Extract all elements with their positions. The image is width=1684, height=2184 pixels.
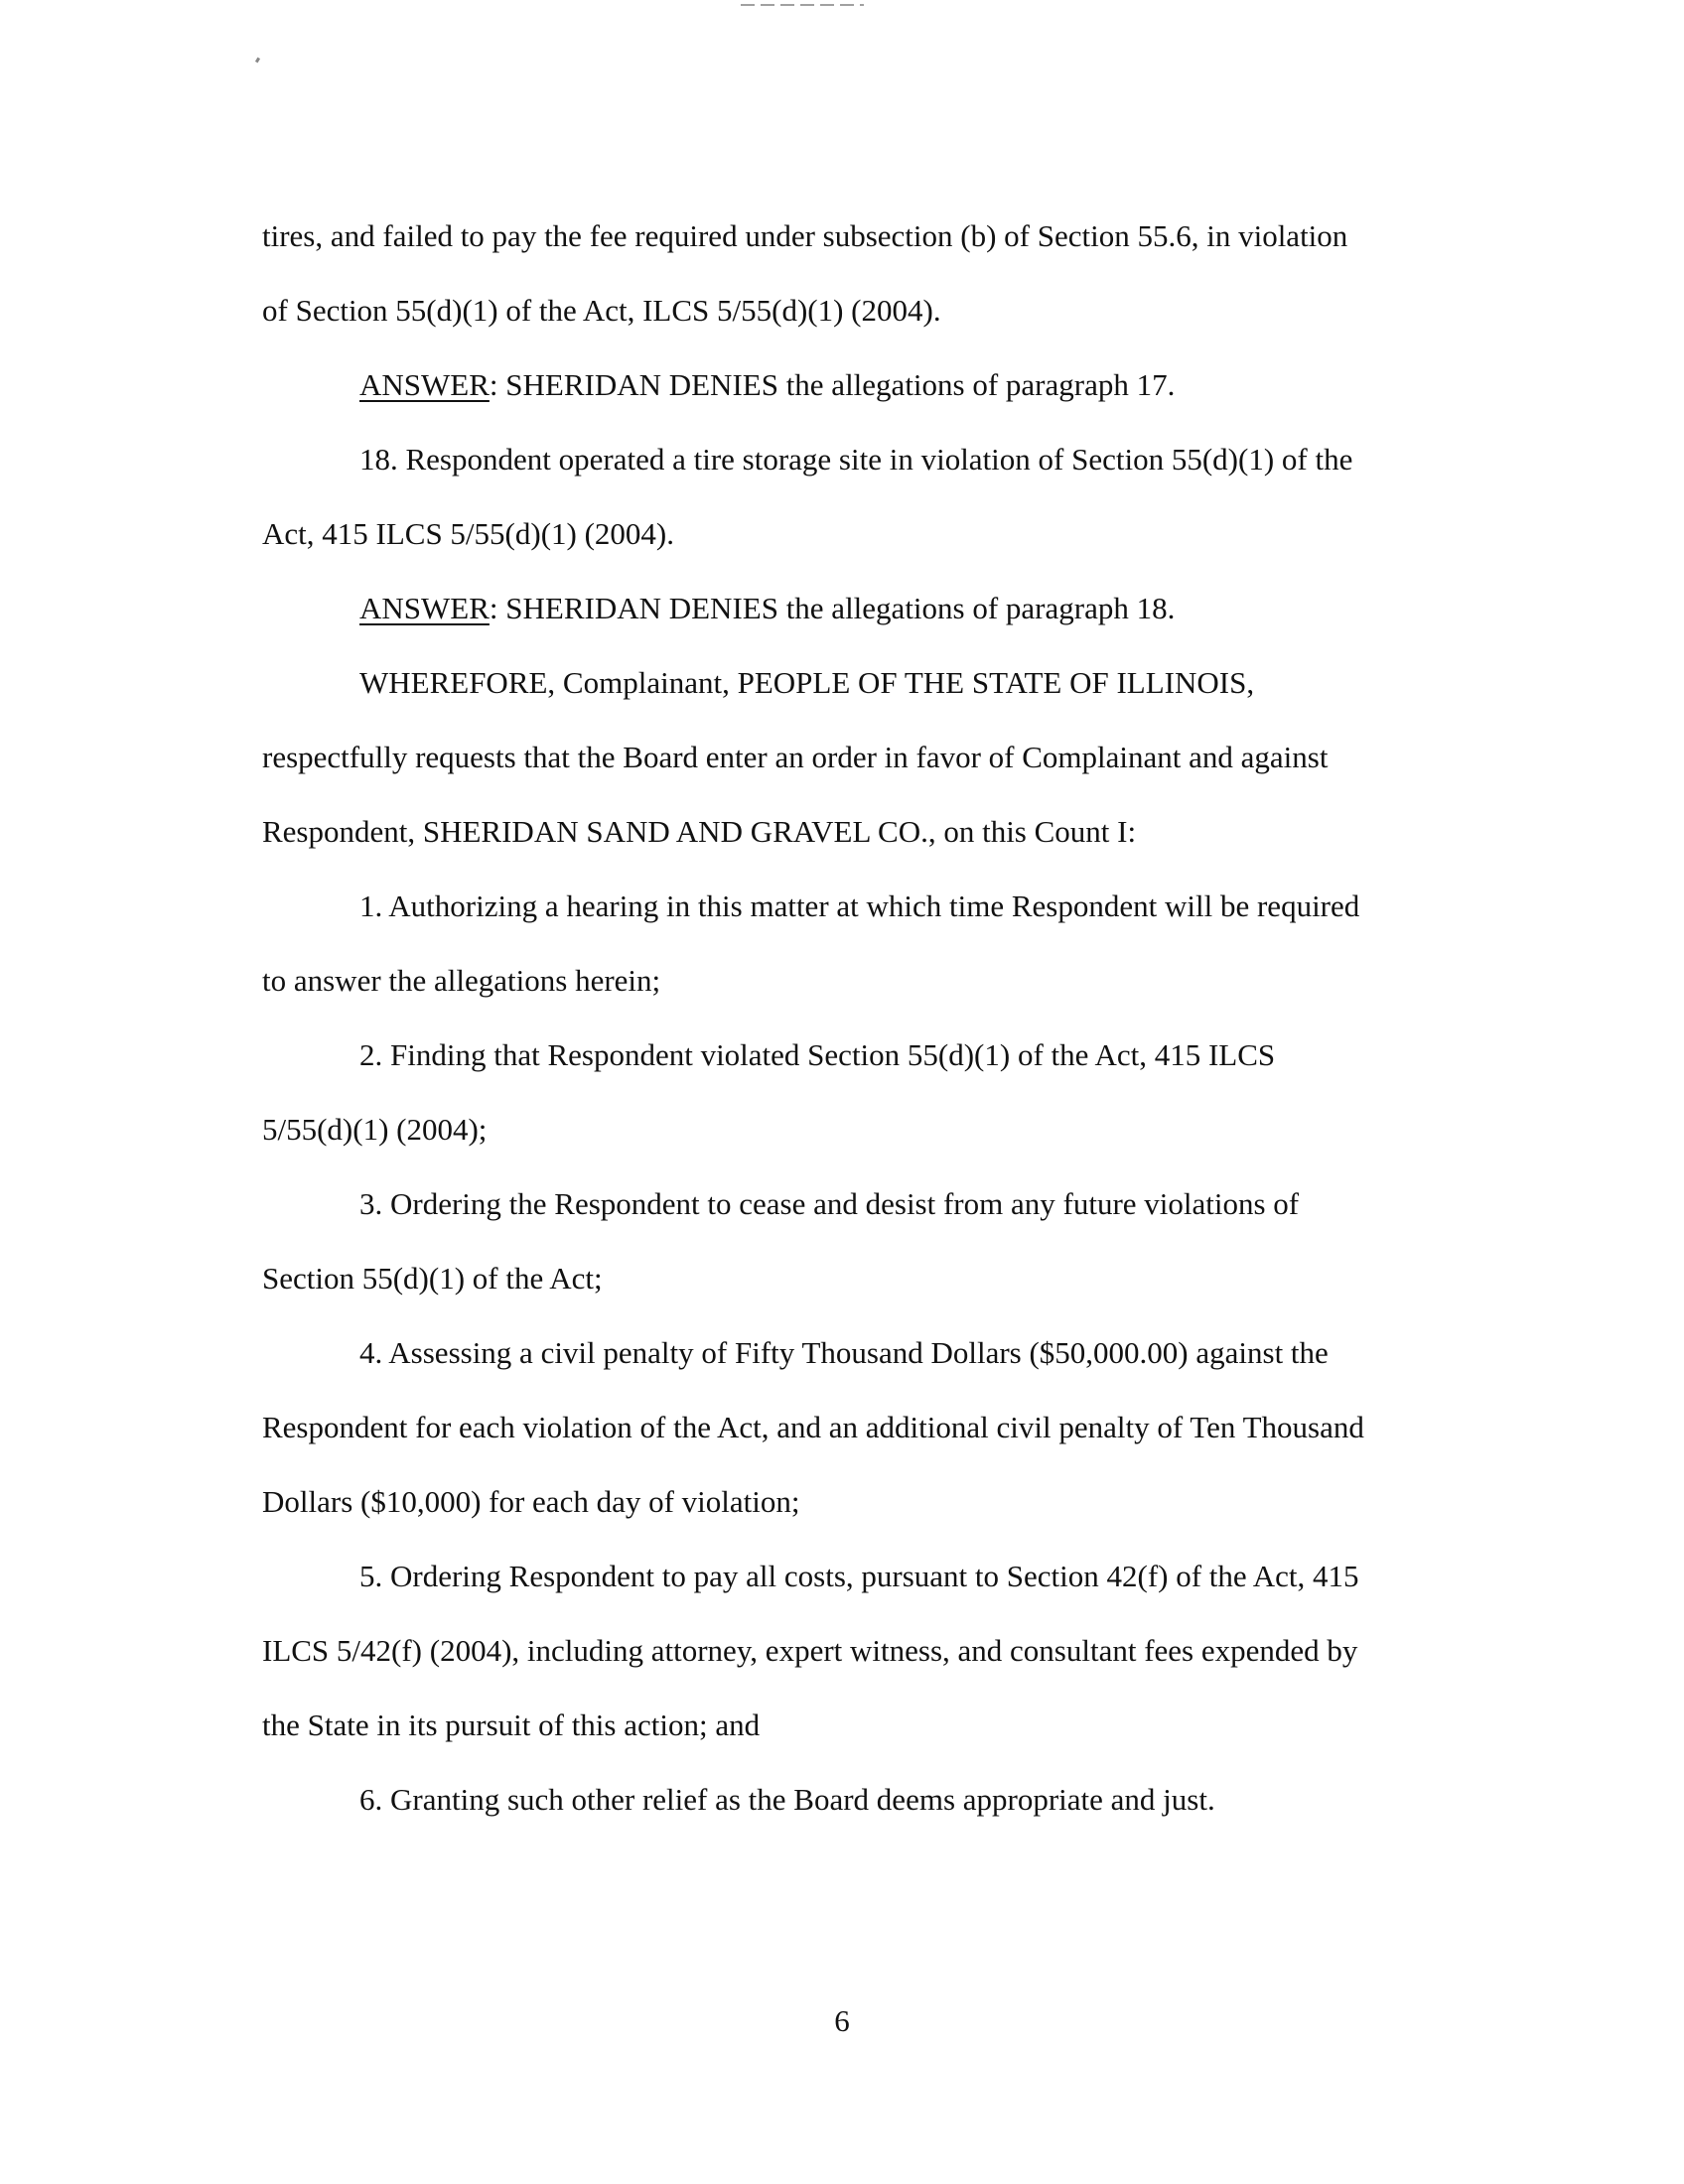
- text-line: Section 55(d)(1) of the Act;: [262, 1261, 603, 1296]
- wherefore-line: WHEREFORE, Complainant, PEOPLE OF THE STATE OF ILLINOIS,: [359, 665, 1255, 700]
- text-line: respectfully requests that the Board enter an order in favor of Complainant and against: [262, 740, 1329, 774]
- document-body: [262, 199, 1454, 1837]
- scan-artifact-top: [741, 4, 864, 6]
- text-line: Respondent, SHERIDAN SAND AND GRAVEL CO., on this Count I:: [262, 814, 1137, 849]
- text-line: the State in its pursuit of this action; and: [262, 1707, 761, 1742]
- relief-item-1: 1. Authorizing a hearing in this matter at which time Respondent will be required: [359, 888, 1360, 923]
- scan-artifact-corner: [255, 58, 260, 64]
- answer-text: : SHERIDAN DENIES the allegations of paragraph 18.: [489, 591, 1176, 625]
- relief-item-5: 5. Ordering Respondent to pay all costs, pursuant to Section 42(f) of the Act, 415: [359, 1559, 1359, 1593]
- relief-item-4: 4. Assessing a civil penalty of Fifty Thousand Dollars ($50,000.00) against the: [359, 1335, 1329, 1370]
- paragraph-18-line: 18. Respondent operated a tire storage site in violation of Section 55(d)(1) of the: [359, 442, 1353, 477]
- relief-item-2: 2. Finding that Respondent violated Section 55(d)(1) of the Act, 415 ILCS: [359, 1037, 1276, 1072]
- relief-item-6: 6. Granting such other relief as the Board deems appropriate and just.: [359, 1782, 1215, 1817]
- relief-item-3: 3. Ordering the Respondent to cease and desist from any future violations of: [359, 1186, 1300, 1221]
- text-line: ILCS 5/42(f) (2004), including attorney, expert witness, and consultant fees expended by: [262, 1633, 1358, 1668]
- text-line: tires, and failed to pay the fee required under subsection (b) of Section 55.6, in violation: [262, 218, 1348, 253]
- text-line: Act, 415 ILCS 5/55(d)(1) (2004).: [262, 516, 674, 551]
- text-line: 5/55(d)(1) (2004);: [262, 1112, 488, 1147]
- text-line: to answer the allegations herein;: [262, 963, 661, 998]
- answer-label: ANSWER: [359, 591, 490, 625]
- page-number: 6: [834, 2003, 850, 2038]
- text-line: Dollars ($10,000) for each day of violation;: [262, 1484, 800, 1519]
- answer-text: : SHERIDAN DENIES the allegations of paragraph 17.: [489, 367, 1176, 402]
- text-line: of Section 55(d)(1) of the Act, ILCS 5/55(d)(1) (2004).: [262, 293, 941, 328]
- text-line: Respondent for each violation of the Act, and an additional civil penalty of Ten Thousand: [262, 1410, 1364, 1444]
- answer-line: [262, 571, 1454, 645]
- answer-label: ANSWER: [359, 367, 490, 402]
- answer-line: [262, 347, 1454, 422]
